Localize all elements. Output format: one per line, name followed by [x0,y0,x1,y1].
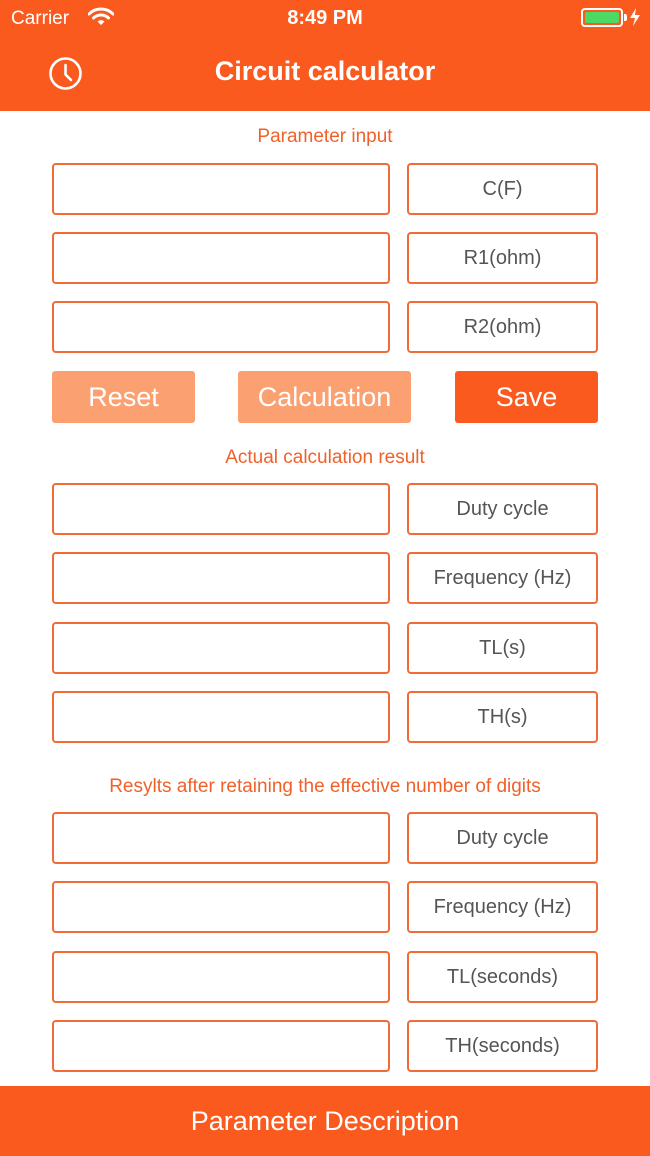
parameter-input-heading: Parameter input [257,126,393,147]
battery-icon [581,8,623,27]
r1-input[interactable] [52,232,390,284]
capacitance-input[interactable] [52,163,390,215]
parameter-description-button[interactable]: Parameter Description [0,1086,650,1156]
rounded-duty-cycle-field[interactable] [52,812,390,864]
r1-label: R1(ohm) [407,232,598,284]
actual-th-field[interactable] [52,691,390,743]
capacitance-label: C(F) [407,163,598,215]
r2-input[interactable] [52,301,390,353]
rounded-th-label: TH(seconds) [407,1020,598,1072]
rounded-frequency-label: Frequency (Hz) [407,881,598,933]
actual-th-label: TH(s) [407,691,598,743]
actual-tl-field[interactable] [52,622,390,674]
page-title: Circuit calculator [214,56,436,86]
actual-frequency-field[interactable] [52,552,390,604]
rounded-tl-label: TL(seconds) [407,951,598,1003]
rounded-duty-cycle-label: Duty cycle [407,812,598,864]
actual-duty-cycle-label: Duty cycle [407,483,598,535]
actual-tl-label: TL(s) [407,622,598,674]
bolt-icon [628,7,642,27]
calculation-button[interactable]: Calculation [238,371,411,423]
status-time: 8:49 PM [287,7,363,29]
actual-frequency-label: Frequency (Hz) [407,552,598,604]
save-button[interactable]: Save [455,371,598,423]
rounded-result-heading: Resylts after retaining the effective number of digits [109,776,541,797]
rounded-th-field[interactable] [52,1020,390,1072]
actual-result-heading: Actual calculation result [225,447,425,468]
r2-label: R2(ohm) [407,301,598,353]
reset-button[interactable]: Reset [52,371,195,423]
status-bar [0,0,650,36]
top-bar [0,0,650,111]
rounded-tl-field[interactable] [52,951,390,1003]
carrier-label: Carrier [11,8,70,29]
rounded-frequency-field[interactable] [52,881,390,933]
actual-duty-cycle-field[interactable] [52,483,390,535]
